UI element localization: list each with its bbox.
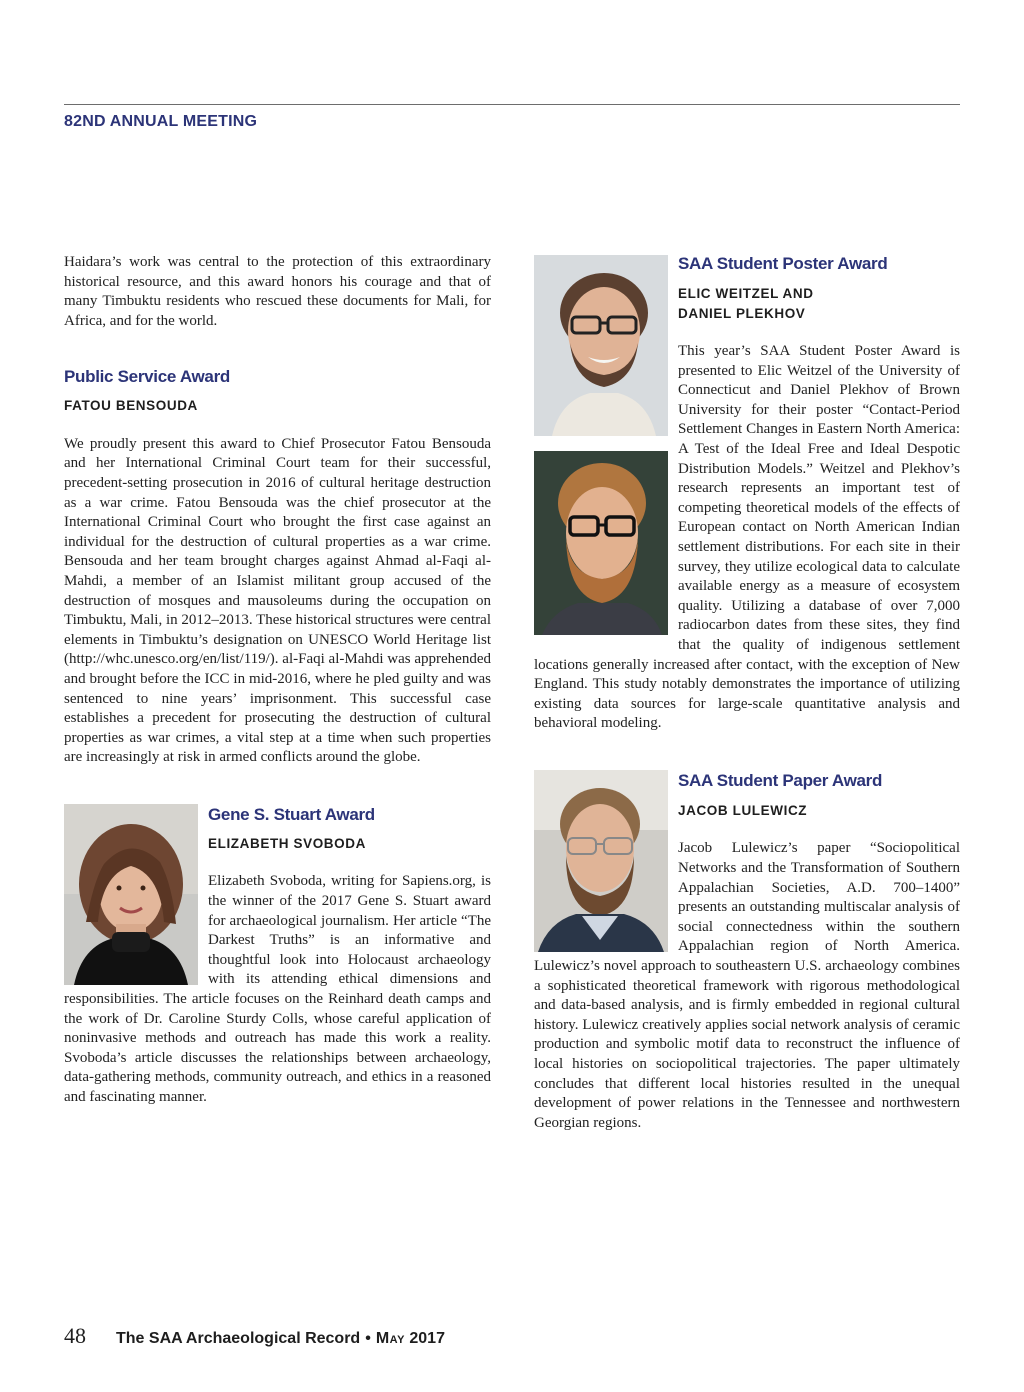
paper-recipient: JACOB LULEWICZ	[678, 802, 808, 818]
poster-recipient-line2: DANIEL PLEKHOV	[678, 305, 806, 321]
public-service-recipient: FATOU BENSOUDA	[64, 398, 198, 414]
gene-stuart-recipient: ELIZABETH SVOBODA	[208, 835, 366, 851]
jacob-lulewicz-photo	[534, 770, 668, 952]
running-head: 82ND ANNUAL MEETING	[64, 113, 258, 130]
journal-title: The SAA Archaeological Record	[116, 1330, 361, 1347]
poster-recipient-line1: ELIC WEITZEL AND	[678, 286, 814, 301]
header-rule	[64, 104, 960, 105]
daniel-plekhov-photo	[534, 451, 668, 635]
page-number: 48	[64, 1323, 86, 1348]
issue-month: May	[375, 1330, 405, 1347]
issue-year: 2017	[409, 1330, 445, 1347]
right-column	[534, 253, 960, 1133]
elic-weitzel-photo	[534, 255, 668, 436]
public-service-award-heading: Public Service Award	[64, 367, 230, 387]
footer-separator: •	[365, 1330, 371, 1347]
elizabeth-svoboda-photo	[64, 804, 198, 985]
poster-award-body: This year’s SAA Student Poster Award is presented to Elic Weitzel of the University of Connecticut and Daniel Plekhov of Brown University for their poster “Contact-Period Settlement Changes in Eastern North America: A Test of the Ideal Free and Ideal Despotic Distribution Models.” Weitzel and Plekhov’s research represents an important test of competing theoretical models of the effects of European contact on North American Indian settlement distributions. For each site in their survey, they utilize ecological data to calculate available energy as a measure of ecosystem quality. Utilizing a database of over 7,000 radiocarbon dates from these sites, they find that the quality of indigenous settlement locations generally increased after contact, with the exception of New England. This study notably demonstrates the importance of utilizing existing data sources for large-scale quantitative analysis and behavioral modeling.	[534, 343, 960, 732]
poster-award-section	[534, 253, 960, 734]
intro-paragraph: Haidara’s work was central to the protection of this extraordinary historical resource, and this award honors his courage and that of many Timbuktu residents who rescued these documents for Mali, for Africa, and for the world.	[64, 254, 491, 329]
gene-stuart-award-heading: Gene S. Stuart Award	[208, 804, 375, 824]
paper-award-section	[534, 770, 960, 1133]
paper-award-heading: SAA Student Paper Award	[678, 770, 883, 790]
journal-title-line	[116, 1330, 445, 1348]
gene-stuart-section	[64, 804, 491, 1108]
public-service-body: We proudly present this award to Chief Prosecutor Fatou Bensouda and her International Criminal Court team for their successful, precedent-setting prosecution in 2016 of cultural heritage destruction as a war crime. Fatou Bensouda was the chief prosecutor at the International Criminal Court who brought the first case against an individual for the destruction of cultural properties as a war crime. Bensouda and her team brought charges against Ahmad al-Faqi al-Mahdi, a member of an Islamist militant group accused of the destruction of mosques and mausoleums during the occupation on Timbuktu, Mali, in 2012–2013. These historical structures were central elements in Timbuktu’s designation on UNESCO World Heritage list (http://whc.unesco.org/en/list/119/). al-Faqi al-Mahdi was apprehended and brought before the ICC in mid-2016, where he pled guilty and was sentenced to nine years’ imprisonment. This successful case establishes a precedent for prosecuting the destruction of cultural properties as war crimes, a vital step at a time when such properties are increasingly at risk in armed conflicts around the globe.	[64, 435, 492, 766]
poster-winner-photos	[534, 253, 668, 635]
left-column	[64, 253, 491, 1108]
page-footer	[64, 1323, 445, 1349]
gene-stuart-body: Elizabeth Svoboda, writing for Sapiens.org, is the winner of the 2017 Gene S. Stuart award for archaeological journalism. Her article “The Darkest Truths” is an informative and thoughtful look into Holocaust archaeology with its attending ethical dimensions and responsibilities. The article focuses on the Reinhard death camps and the work of Dr. Caroline Sturdy Colls, whose careful application of noninvasive methods and outreach has made this work a reality. Svoboda’s article discusses the relationships between archaeology, data-gathering methods, community outreach, and ethics in a reasoned and fascinating manner.	[64, 873, 491, 1105]
poster-award-heading: SAA Student Poster Award	[678, 254, 888, 273]
paper-award-body: Jacob Lulewicz’s paper “Sociopolitical Networks and the Transformation of Southern Appalachian Societies, A.D. 700–1400” presents an outstanding multiscalar analysis of social connectedness within the southern Appalachian region of North America. Lulewicz’s novel approach to southeastern U.S. archaeology combines a sophisticated theoretical framework with rigorous methodological and data-based analysis, and is firmly embedded in regional cultural history. Lulewicz creatively applies social network analysis of ceramic production and symbolic motif data to reconstruct the influence of local histories on sociopolitical trajectories. The paper ultimately concludes that different local histories resulted in the unequal development of power relations in the Tennessee and northwestern Georgian regions.	[534, 840, 960, 1131]
